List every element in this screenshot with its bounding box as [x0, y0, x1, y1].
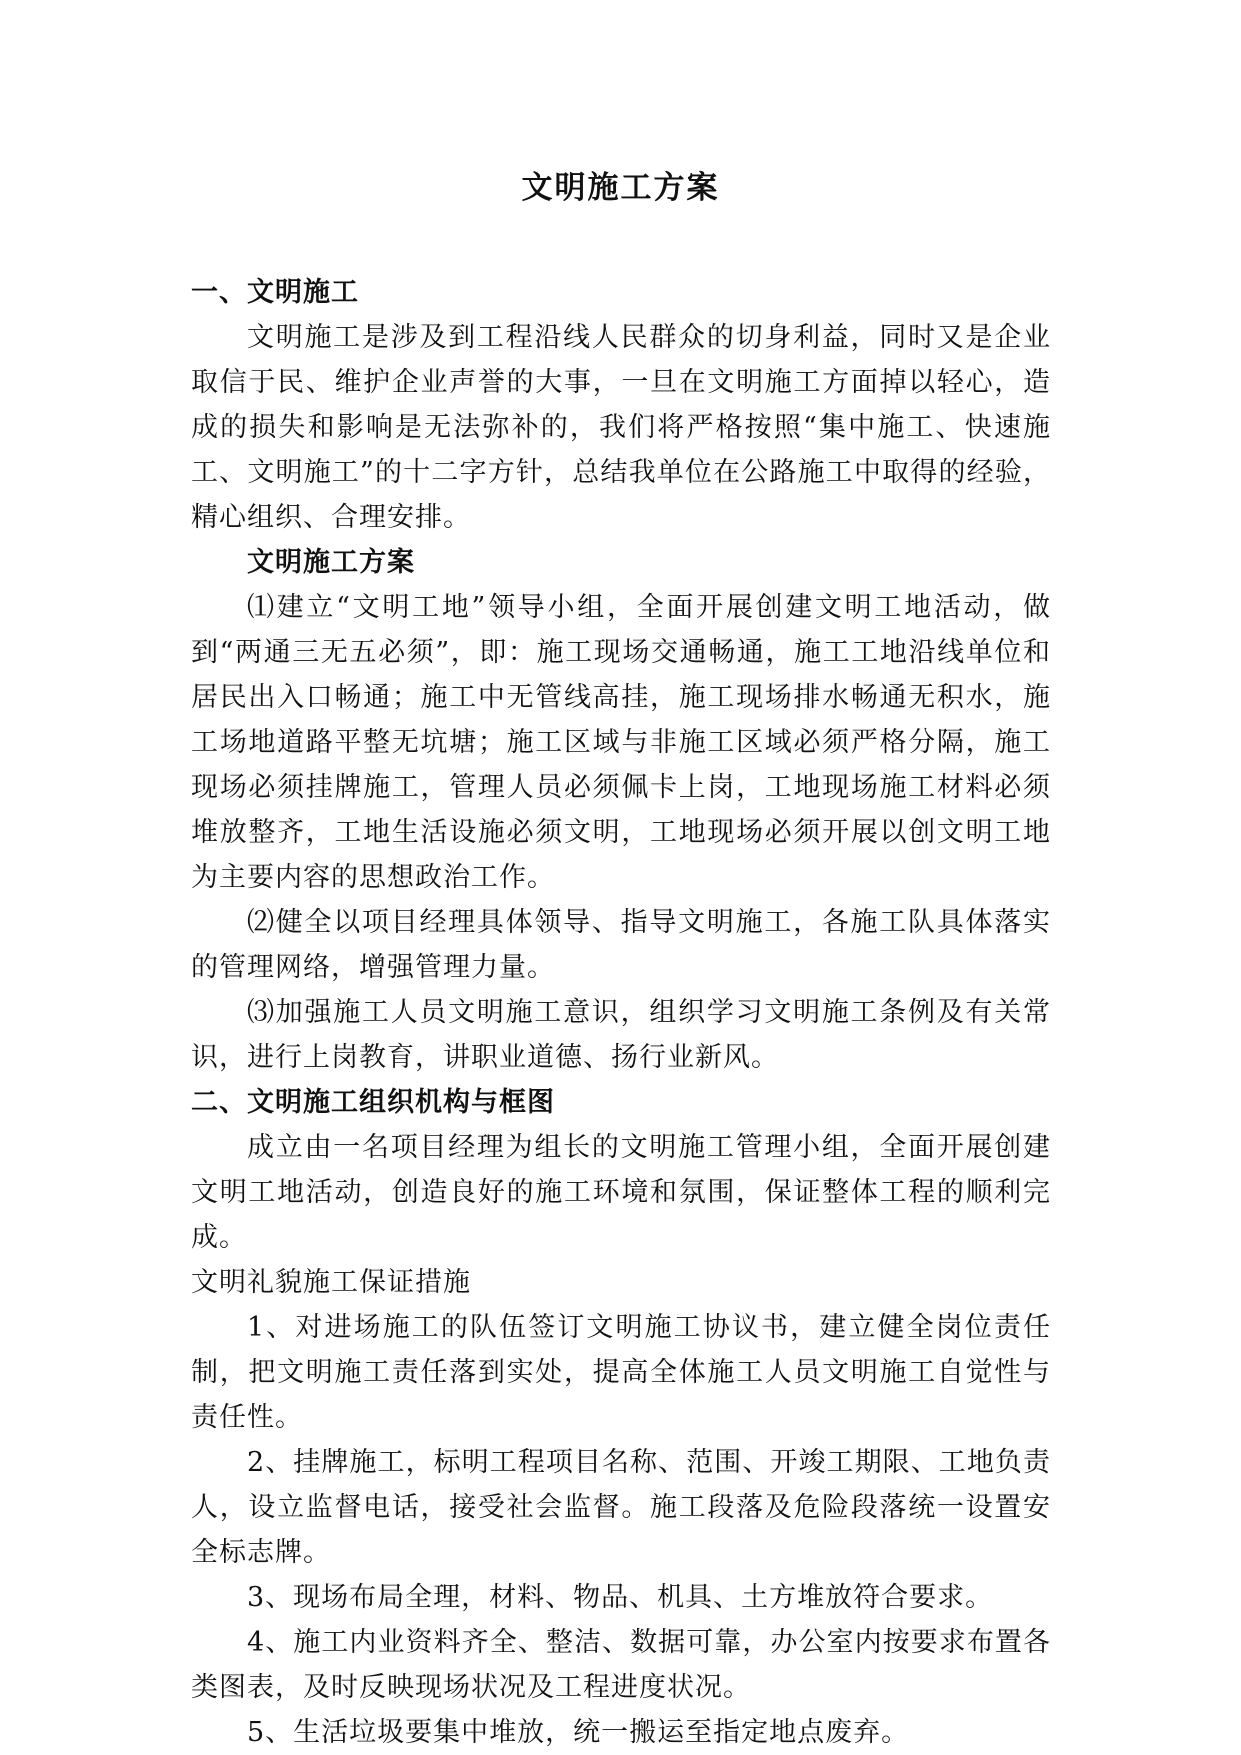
section-1-subheading: 文明施工方案 [247, 547, 415, 578]
section-2-heading: 二、文明施工组织机构与框图 [191, 1087, 555, 1118]
section-2-paragraph: 成立由一名项目经理为组长的文明施工管理小组，全面开展创建文明工地活动，创造良好的施工环境和氛围，保证整体工程的顺利完成。 [191, 1132, 1051, 1253]
section-2-item-4: 4、施工内业资料齐全、整洁、数据可靠，办公室内按要求布置各类图表，及时反映现场状况及工程进度状况。 [191, 1627, 1051, 1703]
section-2-item-2: 2、挂牌施工，标明工程项目名称、范围、开竣工期限、工地负责人，设立监督电话，接受社会监督。施工段落及危险段落统一设置安全标志牌。 [191, 1447, 1051, 1568]
document-body [191, 270, 1051, 1755]
section-1-item-3: ⑶加强施工人员文明施工意识，组织学习文明施工条例及有关常识，进行上岗教育，讲职业道德、扬行业新风。 [191, 997, 1051, 1073]
section-2-item-3: 3、现场布局全理，材料、物品、机具、土方堆放符合要求。 [247, 1582, 994, 1613]
section-2-item-5: 5、生活垃圾要集中堆放，统一搬运至指定地点废弃。 [247, 1717, 910, 1748]
section-1-item-1: ⑴建立“文明工地”领导小组，全面开展创建文明工地活动，做到“两通三无五必须”，即：施工现场交通畅通，施工工地沿线单位和居民出入口畅通；施工中无管线高挂，施工现场排水畅通无积水，施工场地道路平整无坑塘；施工区域与非施工区域必须严格分隔，施工现场必须挂牌施工，管理人员必须佩卡上岗，工地现场施工材料必须堆放整齐，工地生活设施必须文明，工地现场必须开展以创文明工地为主要内容的思想政治工作。 [191, 592, 1051, 893]
section-2-item-1: 1、对进场施工的队伍签订文明施工协议书，建立健全岗位责任制，把文明施工责任落到实处，提高全体施工人员文明施工自觉性与责任性。 [191, 1312, 1051, 1433]
section-1-heading: 一、文明施工 [191, 277, 359, 308]
section-2-subheading: 文明礼貌施工保证措施 [191, 1267, 471, 1298]
section-1-item-2: ⑵健全以项目经理具体领导、指导文明施工，各施工队具体落实的管理网络，增强管理力量。 [191, 907, 1051, 983]
document-title: 文明施工方案 [521, 170, 720, 206]
section-1-paragraph: 文明施工是涉及到工程沿线人民群众的切身利益，同时又是企业取信于民、维护企业声誉的大事，一旦在文明施工方面掉以轻心，造成的损失和影响是无法弥补的，我们将严格按照“集中施工、快速施工、文明施工”的十二字方针，总结我单位在公路施工中取得的经验，精心组织、合理安排。 [191, 322, 1051, 533]
